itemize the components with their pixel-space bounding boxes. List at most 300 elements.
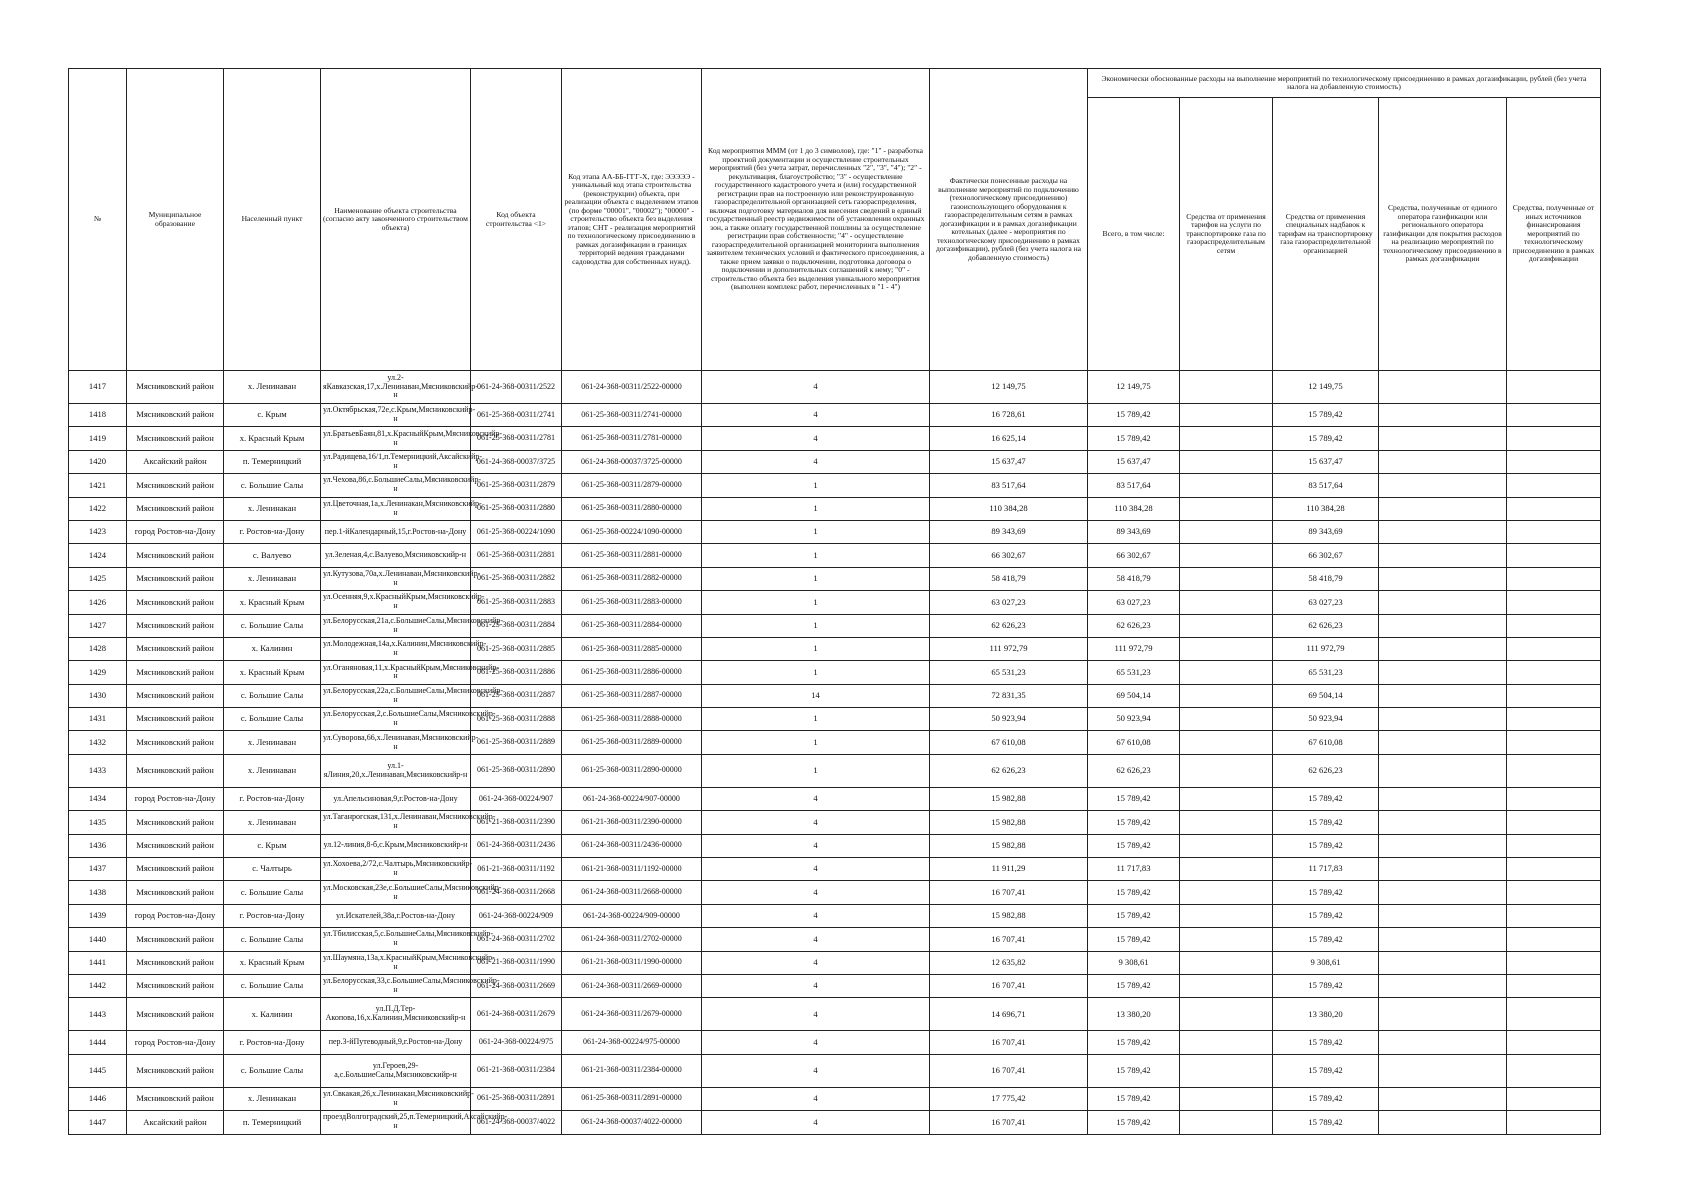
table-row	[69, 474, 1601, 497]
cell-settlement: г. Ростов-на-Дону	[224, 787, 321, 810]
cell-object-name: ул.Октябрьская,72е,с.Крым,Мясниковскийр-н	[321, 404, 471, 427]
cell-object-name: ул.1-яЛиния,20,х.Ленинаван,Мясниковскийр-н	[321, 754, 471, 787]
cell-actual-costs: 58 418,79	[930, 567, 1088, 590]
cell-object-code: 061-24-368-00224/909	[471, 904, 562, 927]
cell-special-markups: 58 418,79	[1273, 567, 1379, 590]
cell-special-markups: 12 149,75	[1273, 371, 1379, 404]
cell-event-code: 4	[702, 1087, 930, 1110]
cell-operator-funds	[1379, 1111, 1507, 1134]
cell-no: 1422	[69, 497, 127, 520]
header-object-name: Наименование объекта строительства (согласно акту законченного строительством объекта)	[321, 69, 471, 371]
cell-municipality: Мясниковский район	[127, 591, 224, 614]
cell-operator-funds	[1379, 858, 1507, 881]
cell-special-markups: 15 789,42	[1273, 834, 1379, 857]
cell-no: 1426	[69, 591, 127, 614]
cell-settlement: с. Крым	[224, 404, 321, 427]
cell-special-markups: 11 717,83	[1273, 858, 1379, 881]
cell-operator-funds	[1379, 708, 1507, 731]
cell-event-code: 1	[702, 520, 930, 543]
cell-total: 89 343,69	[1088, 520, 1180, 543]
cell-settlement: х. Ленинаван	[224, 371, 321, 404]
cell-actual-costs: 12 149,75	[930, 371, 1088, 404]
cell-object-name: ул.Цветочная,1а,х.Ленинакан,Мясниковскийр-н	[321, 497, 471, 520]
cell-stage-code: 061-25-368-00311/2890-00000	[562, 754, 702, 787]
table-row	[69, 661, 1601, 684]
cell-tariff-transport	[1180, 684, 1273, 707]
cell-total: 69 504,14	[1088, 684, 1180, 707]
cell-tariff-transport	[1180, 450, 1273, 473]
cell-no: 1446	[69, 1087, 127, 1110]
cell-object-name: ул.Белорусская,2,с.БольшиеСалы,Мясниковскийр-н	[321, 708, 471, 731]
header-econ-group: Экономически обоснованные расходы на выполнение мероприятий по технологическому присоединению в рамках догазификации, рублей (без учета налога на добавленную стоимость)	[1088, 69, 1601, 98]
header-total: Всего, в том числе:	[1088, 98, 1180, 371]
cell-total: 110 384,28	[1088, 497, 1180, 520]
table-row	[69, 591, 1601, 614]
cell-operator-funds	[1379, 974, 1507, 997]
header-actual-costs: Фактически понесенные расходы на выполнение мероприятий по подключению (технологическому присоединению) газоиспользующего оборудования к газораспределительным сетям в рамках догазификации и в рамках догазификации котельных (далее - мероприятия по технологическому присоединению в рамках догазификации), рублей (без учета налога на добавленную стоимость)	[930, 69, 1088, 371]
cell-special-markups: 62 626,23	[1273, 754, 1379, 787]
cell-operator-funds	[1379, 928, 1507, 951]
cell-event-code: 1	[702, 497, 930, 520]
cell-tariff-transport	[1180, 1031, 1273, 1054]
cell-special-markups: 110 384,28	[1273, 497, 1379, 520]
cell-operator-funds	[1379, 474, 1507, 497]
cell-object-code: 061-24-368-00311/2668	[471, 881, 562, 904]
cell-operator-funds	[1379, 951, 1507, 974]
cell-actual-costs: 16 707,41	[930, 1054, 1088, 1087]
table-row	[69, 1111, 1601, 1134]
table-row	[69, 544, 1601, 567]
header-event-code: Код мероприятия МММ (от 1 до 3 символов), где: "1" - разработка проектной документации и осуществление строительных мероприятий (без учета затрат, перечисленных "2", "3", "4"); "2" - рекультивация, благоустройство; "3" - осуществление государственного кадастрового учета и (или) государственной регистрации прав на построенную или реконструированную газораспределительной организацией сеть газораспределения, включая подготовку материалов для внесения сведений в единый государственный реестр недвижимости об установлении охранных зон, а также оплату государственной пошлины за осуществление регистрации прав собственности; "4" - осуществление газораспределительной организацией мониторинга выполнения заявителем технических условий и фактического присоединения, а также прием заявки о подключении, подготовка договора о подключении и дополнительных соглашений к нему; "0" - строительство объекта без выделения уникального мероприятия (выполнен комплекс работ, перечисленных в "1 - 4")	[702, 69, 930, 371]
cell-special-markups: 15 789,42	[1273, 427, 1379, 450]
cell-no: 1437	[69, 858, 127, 881]
cell-object-name: ул.Свкакая,26,х.Ленинакан,Мясниковскийр-н	[321, 1087, 471, 1110]
table-header	[69, 69, 1601, 371]
cell-municipality: Мясниковский район	[127, 858, 224, 881]
table-row	[69, 1054, 1601, 1087]
cell-event-code: 4	[702, 834, 930, 857]
cell-total: 15 789,42	[1088, 1087, 1180, 1110]
cell-object-code: 061-25-368-00311/2886	[471, 661, 562, 684]
cell-settlement: п. Темерницкий	[224, 1111, 321, 1134]
cell-object-name: ул.Оганяновая,11,х.КрасныйКрым,Мясниковскийр-н	[321, 661, 471, 684]
cell-operator-funds	[1379, 404, 1507, 427]
cell-other-funds	[1507, 834, 1601, 857]
cell-tariff-transport	[1180, 928, 1273, 951]
cell-other-funds	[1507, 637, 1601, 660]
cell-object-code: 061-25-368-00311/2741	[471, 404, 562, 427]
cell-event-code: 4	[702, 881, 930, 904]
cell-special-markups: 15 789,42	[1273, 1087, 1379, 1110]
cell-stage-code: 061-24-368-00037/3725-00000	[562, 450, 702, 473]
cell-total: 15 789,42	[1088, 881, 1180, 904]
cell-actual-costs: 16 707,41	[930, 1111, 1088, 1134]
cell-other-funds	[1507, 754, 1601, 787]
report-sheet	[68, 68, 1600, 1135]
cell-settlement: г. Ростов-на-Дону	[224, 1031, 321, 1054]
cell-no: 1442	[69, 974, 127, 997]
cell-actual-costs: 11 911,29	[930, 858, 1088, 881]
cell-tariff-transport	[1180, 881, 1273, 904]
cell-other-funds	[1507, 1054, 1601, 1087]
cell-municipality: Мясниковский район	[127, 881, 224, 904]
cell-stage-code: 061-24-368-00224/907-00000	[562, 787, 702, 810]
cell-other-funds	[1507, 614, 1601, 637]
cell-other-funds	[1507, 544, 1601, 567]
table-row	[69, 497, 1601, 520]
cell-settlement: с. Крым	[224, 834, 321, 857]
cell-total: 9 308,61	[1088, 951, 1180, 974]
cell-municipality: Мясниковский район	[127, 754, 224, 787]
cell-stage-code: 061-25-368-00311/2881-00000	[562, 544, 702, 567]
cell-object-name: ул.БратьевБаян,81,х.КрасныйКрым,Мясниковскийр-н	[321, 427, 471, 450]
cell-tariff-transport	[1180, 974, 1273, 997]
cell-tariff-transport	[1180, 1087, 1273, 1110]
cell-stage-code: 061-24-368-00311/2668-00000	[562, 881, 702, 904]
cell-operator-funds	[1379, 811, 1507, 834]
table-row	[69, 450, 1601, 473]
cell-tariff-transport	[1180, 520, 1273, 543]
table-row	[69, 567, 1601, 590]
cell-stage-code: 061-24-368-00311/2702-00000	[562, 928, 702, 951]
cell-event-code: 4	[702, 951, 930, 974]
cell-no: 1430	[69, 684, 127, 707]
cell-tariff-transport	[1180, 731, 1273, 754]
table-row	[69, 858, 1601, 881]
cell-total: 12 149,75	[1088, 371, 1180, 404]
cell-operator-funds	[1379, 371, 1507, 404]
cell-no: 1423	[69, 520, 127, 543]
cell-settlement: х. Калинин	[224, 637, 321, 660]
cell-no: 1439	[69, 904, 127, 927]
cell-special-markups: 69 504,14	[1273, 684, 1379, 707]
cell-operator-funds	[1379, 637, 1507, 660]
cell-municipality: Мясниковский район	[127, 661, 224, 684]
cell-municipality: Мясниковский район	[127, 684, 224, 707]
cell-object-code: 061-21-368-00311/2390	[471, 811, 562, 834]
header-object-code: Код объекта строительства <1>	[471, 69, 562, 371]
cell-no: 1417	[69, 371, 127, 404]
table-row	[69, 998, 1601, 1031]
cell-stage-code: 061-25-368-00311/2889-00000	[562, 731, 702, 754]
cell-actual-costs: 66 302,67	[930, 544, 1088, 567]
cell-operator-funds	[1379, 731, 1507, 754]
cell-operator-funds	[1379, 497, 1507, 520]
cell-object-code: 061-24-368-00311/2669	[471, 974, 562, 997]
header-no: №	[69, 69, 127, 371]
cell-special-markups: 65 531,23	[1273, 661, 1379, 684]
cell-actual-costs: 14 696,71	[930, 998, 1088, 1031]
table-row	[69, 834, 1601, 857]
cell-stage-code: 061-25-368-00311/2741-00000	[562, 404, 702, 427]
cell-actual-costs: 15 637,47	[930, 450, 1088, 473]
header-stage-code: Код этапа АА-ББ-ГГГ-Х, где: ЭЭЭЭЭ - уникальный код этапа строительства (реконструкции) объекта, при реализации объекта с выделением этапов (по форме "00001", "00002"); "00000" - строительство объекта без выделения этапов; СНТ - реализация мероприятий по технологическому присоединению в рамках догазификации в границах территорий ведения гражданами садоводства для собственных нужд).	[562, 69, 702, 371]
cell-total: 15 789,42	[1088, 834, 1180, 857]
cell-municipality: Мясниковский район	[127, 974, 224, 997]
cell-object-name: ул.Кутузова,70а,х.Ленинаван,Мясниковскийр-н	[321, 567, 471, 590]
cell-municipality: Мясниковский район	[127, 1087, 224, 1110]
cell-tariff-transport	[1180, 787, 1273, 810]
cell-special-markups: 89 343,69	[1273, 520, 1379, 543]
cell-total: 65 531,23	[1088, 661, 1180, 684]
cell-stage-code: 061-25-368-00311/2884-00000	[562, 614, 702, 637]
cell-object-name: ул.Молодежная,14а,х.Калинин,Мясниковскийр-н	[321, 637, 471, 660]
cell-operator-funds	[1379, 544, 1507, 567]
cell-other-funds	[1507, 998, 1601, 1031]
cell-special-markups: 83 517,64	[1273, 474, 1379, 497]
cell-event-code: 4	[702, 1054, 930, 1087]
cell-other-funds	[1507, 591, 1601, 614]
cell-no: 1428	[69, 637, 127, 660]
cell-stage-code: 061-25-368-00311/2781-00000	[562, 427, 702, 450]
cell-settlement: с. Большие Салы	[224, 1054, 321, 1087]
cell-no: 1435	[69, 811, 127, 834]
cell-stage-code: 061-25-368-00311/2885-00000	[562, 637, 702, 660]
cell-object-name: ул.Героев,29-а,с.БольшиеСалы,Мясниковскийр-н	[321, 1054, 471, 1087]
cell-object-name: ул.2-яКавказская,17,х.Ленинаван,Мясниковскийр-н	[321, 371, 471, 404]
cell-event-code: 4	[702, 974, 930, 997]
cell-actual-costs: 110 384,28	[930, 497, 1088, 520]
cell-event-code: 1	[702, 637, 930, 660]
cell-municipality: Мясниковский район	[127, 998, 224, 1031]
cell-settlement: п. Темерницкий	[224, 450, 321, 473]
cell-special-markups: 15 789,42	[1273, 404, 1379, 427]
cell-event-code: 4	[702, 928, 930, 951]
cell-other-funds	[1507, 1087, 1601, 1110]
cell-no: 1447	[69, 1111, 127, 1134]
table-row	[69, 371, 1601, 404]
cell-tariff-transport	[1180, 1054, 1273, 1087]
cell-total: 15 789,42	[1088, 1031, 1180, 1054]
header-tariff-transport: Средства от применения тарифов на услуги по транспортировке газа по газораспределительным сетям	[1180, 98, 1273, 371]
cell-municipality: Мясниковский район	[127, 951, 224, 974]
cell-total: 58 418,79	[1088, 567, 1180, 590]
table-row	[69, 811, 1601, 834]
cell-stage-code: 061-25-368-00311/2888-00000	[562, 708, 702, 731]
cell-no: 1444	[69, 1031, 127, 1054]
cell-other-funds	[1507, 474, 1601, 497]
cell-stage-code: 061-25-368-00311/2887-00000	[562, 684, 702, 707]
cell-total: 83 517,64	[1088, 474, 1180, 497]
cell-settlement: с. Большие Салы	[224, 974, 321, 997]
cell-special-markups: 13 380,20	[1273, 998, 1379, 1031]
cell-other-funds	[1507, 974, 1601, 997]
cell-settlement: х. Ленинакан	[224, 1087, 321, 1110]
cell-no: 1421	[69, 474, 127, 497]
cell-event-code: 1	[702, 567, 930, 590]
cell-settlement: х. Красный Крым	[224, 427, 321, 450]
cell-total: 15 789,42	[1088, 1111, 1180, 1134]
cell-object-code: 061-21-368-00311/1192	[471, 858, 562, 881]
cell-other-funds	[1507, 427, 1601, 450]
table-row	[69, 731, 1601, 754]
cell-stage-code: 061-25-368-00311/2880-00000	[562, 497, 702, 520]
cell-settlement: х. Ленинакан	[224, 497, 321, 520]
cell-object-name: ул.Зеленая,4,с.Валуево,Мясниковскийр-н	[321, 544, 471, 567]
cell-object-code: 061-25-368-00311/2882	[471, 567, 562, 590]
cell-object-code: 061-24-368-00037/3725	[471, 450, 562, 473]
cell-municipality: Мясниковский район	[127, 834, 224, 857]
cell-event-code: 14	[702, 684, 930, 707]
cell-object-code: 061-25-368-00311/2881	[471, 544, 562, 567]
cell-actual-costs: 15 982,88	[930, 811, 1088, 834]
cell-operator-funds	[1379, 998, 1507, 1031]
table-row	[69, 1031, 1601, 1054]
table-row	[69, 637, 1601, 660]
header-municipality: Муниципальное образование	[127, 69, 224, 371]
cell-no: 1427	[69, 614, 127, 637]
cell-special-markups: 50 923,94	[1273, 708, 1379, 731]
cell-municipality: Мясниковский район	[127, 708, 224, 731]
cell-settlement: х. Ленинаван	[224, 811, 321, 834]
cell-event-code: 1	[702, 591, 930, 614]
cell-no: 1424	[69, 544, 127, 567]
cell-event-code: 1	[702, 731, 930, 754]
cell-actual-costs: 17 775,42	[930, 1087, 1088, 1110]
cell-stage-code: 061-25-368-00311/2883-00000	[562, 591, 702, 614]
cell-total: 13 380,20	[1088, 998, 1180, 1031]
cell-other-funds	[1507, 881, 1601, 904]
cell-actual-costs: 62 626,23	[930, 754, 1088, 787]
cell-no: 1425	[69, 567, 127, 590]
cell-total: 62 626,23	[1088, 614, 1180, 637]
cell-object-name: ул.Чехова,86,с.БольшиеСалы,Мясниковскийр-н	[321, 474, 471, 497]
cell-special-markups: 15 637,47	[1273, 450, 1379, 473]
cell-tariff-transport	[1180, 637, 1273, 660]
table-row	[69, 974, 1601, 997]
cell-settlement: х. Красный Крым	[224, 951, 321, 974]
cell-operator-funds	[1379, 1054, 1507, 1087]
cell-total: 15 789,42	[1088, 404, 1180, 427]
cell-no: 1445	[69, 1054, 127, 1087]
cell-operator-funds	[1379, 1087, 1507, 1110]
cell-stage-code: 061-24-368-00224/909-00000	[562, 904, 702, 927]
cell-special-markups: 15 789,42	[1273, 928, 1379, 951]
cell-actual-costs: 111 972,79	[930, 637, 1088, 660]
cell-settlement: с. Большие Салы	[224, 928, 321, 951]
table-row	[69, 904, 1601, 927]
cell-event-code: 1	[702, 754, 930, 787]
cell-total: 15 789,42	[1088, 974, 1180, 997]
cell-stage-code: 061-25-368-00311/2879-00000	[562, 474, 702, 497]
cell-municipality: Мясниковский район	[127, 544, 224, 567]
cell-total: 67 610,08	[1088, 731, 1180, 754]
cell-settlement: х. Ленинаван	[224, 754, 321, 787]
cell-total: 66 302,67	[1088, 544, 1180, 567]
table-row	[69, 951, 1601, 974]
cell-settlement: с. Валуево	[224, 544, 321, 567]
cell-object-code: 061-25-368-00224/1090	[471, 520, 562, 543]
cell-tariff-transport	[1180, 858, 1273, 881]
cell-tariff-transport	[1180, 754, 1273, 787]
header-other-funds: Средства, полученные от иных источников финансирования мероприятий по технологическому присоединению в рамках догазификации	[1507, 98, 1601, 371]
cell-no: 1418	[69, 404, 127, 427]
table-row	[69, 754, 1601, 787]
cell-stage-code: 061-21-368-00311/2390-00000	[562, 811, 702, 834]
cell-object-code: 061-25-368-00311/2781	[471, 427, 562, 450]
cell-event-code: 1	[702, 661, 930, 684]
cell-object-code: 061-25-368-00311/2890	[471, 754, 562, 787]
cell-object-name: ул.Суворова,66,х.Ленинаван,Мясниковскийр-н	[321, 731, 471, 754]
cell-total: 50 923,94	[1088, 708, 1180, 731]
cell-tariff-transport	[1180, 497, 1273, 520]
cell-other-funds	[1507, 497, 1601, 520]
cell-event-code: 1	[702, 544, 930, 567]
cell-other-funds	[1507, 928, 1601, 951]
cell-object-name: ул.Московская,23е,с.БольшиеСалы,Мясниковскийр-н	[321, 881, 471, 904]
cell-object-name: ул.12-линия,8-б,с.Крым,Мясниковскийр-н	[321, 834, 471, 857]
header-special-markups: Средства от применения специальных надбавок к тарифам на транспортировку газа газораспределительной организацией	[1273, 98, 1379, 371]
cell-municipality: Мясниковский район	[127, 404, 224, 427]
cell-other-funds	[1507, 904, 1601, 927]
header-settlement: Населенный пункт	[224, 69, 321, 371]
cell-total: 63 027,23	[1088, 591, 1180, 614]
cell-object-name: ул.Апельсиновая,9,г.Ростов-на-Дону	[321, 787, 471, 810]
table-row	[69, 928, 1601, 951]
cell-total: 111 972,79	[1088, 637, 1180, 660]
cell-object-code: 061-25-368-00311/2884	[471, 614, 562, 637]
cell-stage-code: 061-25-368-00224/1090-00000	[562, 520, 702, 543]
table-row	[69, 404, 1601, 427]
cell-municipality: Мясниковский район	[127, 637, 224, 660]
cell-no: 1432	[69, 731, 127, 754]
cell-settlement: с. Большие Салы	[224, 474, 321, 497]
table-row	[69, 614, 1601, 637]
cell-municipality: Аксайский район	[127, 1111, 224, 1134]
cell-municipality: Мясниковский район	[127, 474, 224, 497]
cell-total: 15 637,47	[1088, 450, 1180, 473]
cell-actual-costs: 12 635,82	[930, 951, 1088, 974]
cell-object-name: ул.Тбилисская,5,с.БольшиеСалы,Мясниковскийр-н	[321, 928, 471, 951]
cell-tariff-transport	[1180, 904, 1273, 927]
table-row	[69, 520, 1601, 543]
cell-municipality: Мясниковский район	[127, 427, 224, 450]
table-row	[69, 787, 1601, 810]
cell-object-name: пер.1-йКалендарный,15,г.Ростов-на-Дону	[321, 520, 471, 543]
cell-stage-code: 061-25-368-00311/2891-00000	[562, 1087, 702, 1110]
cell-no: 1440	[69, 928, 127, 951]
cell-tariff-transport	[1180, 951, 1273, 974]
cell-other-funds	[1507, 1111, 1601, 1134]
cell-settlement: с. Большие Салы	[224, 708, 321, 731]
cell-object-code: 061-25-368-00311/2891	[471, 1087, 562, 1110]
cell-event-code: 4	[702, 371, 930, 404]
cell-event-code: 4	[702, 787, 930, 810]
cell-special-markups: 62 626,23	[1273, 614, 1379, 637]
cell-actual-costs: 16 707,41	[930, 928, 1088, 951]
cell-settlement: г. Ростов-на-Дону	[224, 520, 321, 543]
cell-event-code: 4	[702, 427, 930, 450]
cell-municipality: город Ростов-на-Дону	[127, 904, 224, 927]
cell-object-name: ул.Хохоева,2/72,с.Чалтырь,Мясниковскийр-н	[321, 858, 471, 881]
cell-other-funds	[1507, 731, 1601, 754]
cell-object-name: ул.Белорусская,21а,с.БольшиеСалы,Мясниковскийр-н	[321, 614, 471, 637]
cell-tariff-transport	[1180, 567, 1273, 590]
cell-tariff-transport	[1180, 591, 1273, 614]
cell-object-name: ул.Радищева,16/1,п.Темерницкий,Аксайскийр-н	[321, 450, 471, 473]
cell-municipality: Аксайский район	[127, 450, 224, 473]
cell-tariff-transport	[1180, 544, 1273, 567]
cell-municipality: Мясниковский район	[127, 614, 224, 637]
cell-object-code: 061-25-368-00311/2888	[471, 708, 562, 731]
cell-event-code: 1	[702, 614, 930, 637]
cell-total: 15 789,42	[1088, 928, 1180, 951]
cell-actual-costs: 83 517,64	[930, 474, 1088, 497]
cell-operator-funds	[1379, 520, 1507, 543]
cell-special-markups: 66 302,67	[1273, 544, 1379, 567]
cell-event-code: 4	[702, 1111, 930, 1134]
cell-stage-code: 061-25-368-00311/2882-00000	[562, 567, 702, 590]
